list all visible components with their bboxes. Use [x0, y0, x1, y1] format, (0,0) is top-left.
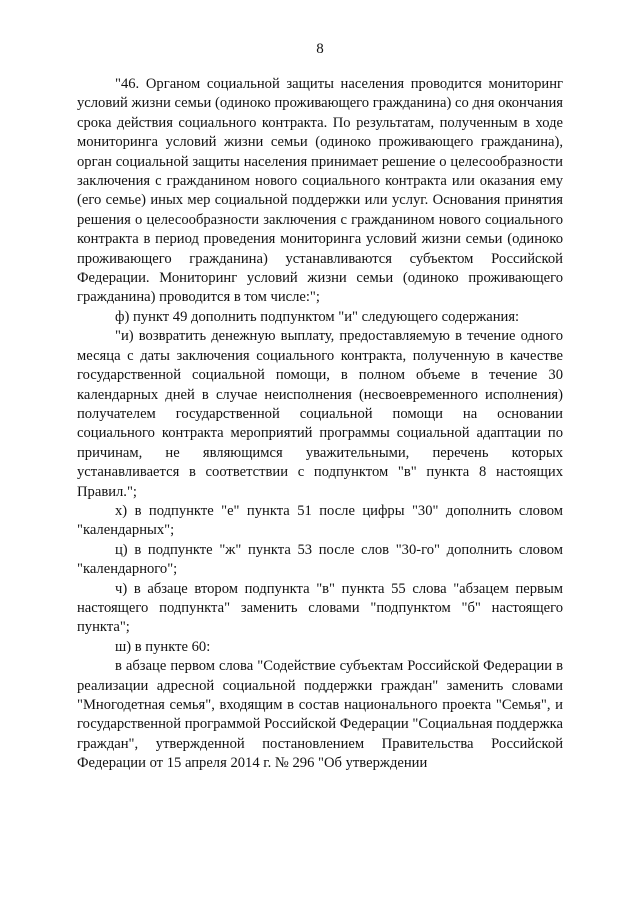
document-body — [77, 75, 563, 774]
page-number: 8 — [316, 41, 324, 57]
paragraph-item-sh: ш) в пункте 60: — [115, 638, 211, 655]
paragraph-item-ts: ц) в подпункте "ж" пункта 53 после слов "30-го" дополнить словом "календарного"; — [77, 541, 563, 578]
paragraph-subitem-i: "и) возвратить денежную выплату, предоставляемую в течение одного месяца с даты заключения социального контракта, полученную в качестве государственной социальной помощи, в полном объеме в течение 30 календарных дней в случае неисполнения (несвоевременного исполнения) получателем государственной социальной помощи на основании социального контракта мероприятий программы социальной адаптации по причинам, не являющимся уважительными, перечень которых устанавливается в соответствии с подпунктом "в" пункта 8 настоящих Правил."; — [77, 328, 563, 500]
paragraph-46: "46. Органом социальной защиты населения проводится мониторинг условий жизни семьи (одиноко проживающего гражданина) со дня окончания срока действия социального контракта. По результатам, полученным в ходе мониторинга условий жизни семьи (одиноко проживающего гражданина), орган социальной защиты населения принимает решение о целесообразности заключения с гражданином нового социального контракта или оказания ему (его семье) иных мер социальной поддержки или услуг. Основания принятия решения о целесообразности заключения с гражданином нового социального контракта в период проведения мониторинга условий жизни семьи (одиноко проживающего гражданина) устанавливаются субъектом Российской Федерации. Мониторинг условий жизни семьи (одиноко проживающего гражданина) проводится в том числе:"; — [77, 76, 563, 306]
paragraph-item-ch: ч) в абзаце втором подпункта "в" пункта 55 слова "абзацем первым настоящего подпункта" заменить словами "подпунктом "б" настоящего пункта"; — [77, 580, 563, 636]
paragraph-first-abzats: в абзаце первом слова "Содействие субъектам Российской Федерации в реализации адресной социальной поддержки граждан" заменить словами "Многодетная семья", входящим в состав национального проекта "Семья", и государственной программой Российской Федерации "Социальная поддержка граждан", утвержденной постановлением Правительства Российской Федерации от 15 апреля 2014 г. № 296 "Об утверждении — [77, 658, 563, 772]
paragraph-item-kh: х) в подпункте "е" пункта 51 после цифры "30" дополнить словом "календарных"; — [77, 502, 563, 539]
paragraph-item-f: ф) пункт 49 дополнить подпунктом "и" следующего содержания: — [115, 308, 520, 325]
